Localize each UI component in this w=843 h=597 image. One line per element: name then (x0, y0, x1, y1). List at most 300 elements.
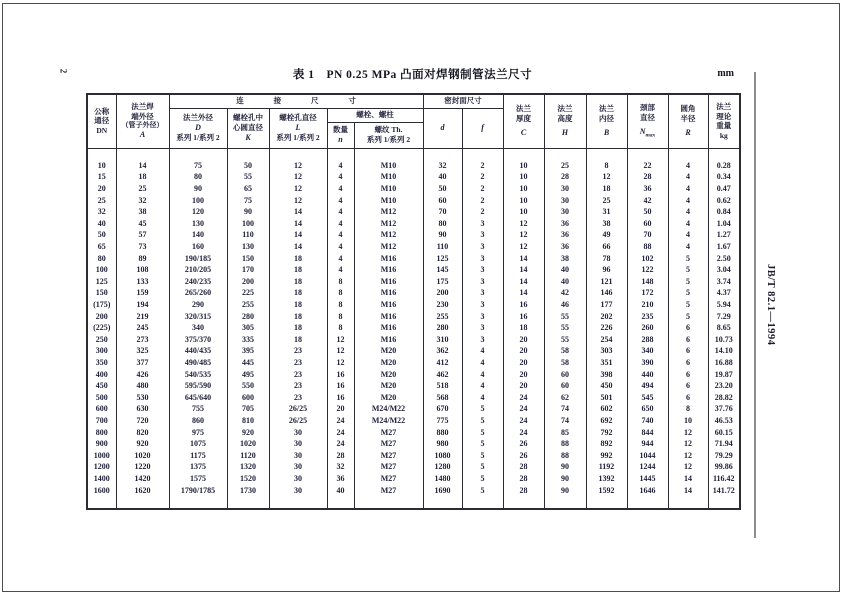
table-cell: M27 (354, 438, 423, 450)
table-cell: 4 (327, 195, 354, 207)
table-cell: 1620 (116, 485, 169, 497)
table-cell (227, 148, 269, 160)
table-cell: 24 (327, 415, 354, 427)
table-cell: 1000 (87, 450, 116, 462)
table-cell: 775 (423, 415, 462, 427)
table-cell: 14 (269, 230, 327, 242)
table-cell: M20 (354, 392, 423, 404)
table-cell: M24/M22 (354, 404, 423, 416)
table-cell: 4 (327, 264, 354, 276)
table-cell: 4 (327, 183, 354, 195)
table-cell: 60.15 (708, 427, 740, 439)
table-cell (87, 496, 116, 509)
table-cell: 14.10 (708, 346, 740, 358)
table-cell: 14 (503, 288, 544, 300)
table-cell: 99.86 (708, 462, 740, 474)
table-cell: 10 (503, 160, 544, 172)
table-cell: 450 (87, 380, 116, 392)
page-number: 2 (58, 68, 69, 74)
table-cell: 480 (116, 380, 169, 392)
table-cell: 30 (269, 462, 327, 474)
table-cell: M20 (354, 357, 423, 369)
table-cell: 46.53 (708, 415, 740, 427)
group-header-connection-dims: 连 接 尺 寸 (169, 94, 423, 108)
table-cell: 1730 (227, 485, 269, 497)
table-cell: 4 (462, 369, 503, 381)
table-cell: 90 (227, 206, 269, 218)
table-cell: 3 (462, 253, 503, 265)
table-cell: M27 (354, 450, 423, 462)
spacer-row (87, 148, 740, 160)
table-cell: 254 (586, 334, 627, 346)
table-cell: 159 (116, 288, 169, 300)
table-cell: 42 (627, 195, 668, 207)
table-cell: 288 (627, 334, 668, 346)
table-cell: 860 (169, 415, 227, 427)
table-cell: 4 (668, 230, 708, 242)
col-header-f: f (462, 108, 503, 148)
table-cell: 16 (503, 299, 544, 311)
table-cell: 23 (269, 369, 327, 381)
table-cell: 23 (269, 380, 327, 392)
table-cell (627, 148, 668, 160)
table-cell: 6 (668, 357, 708, 369)
table-cell: 8 (327, 276, 354, 288)
table-cell: 55 (544, 322, 586, 334)
table-cell: 172 (627, 288, 668, 300)
table-cell: 568 (423, 392, 462, 404)
table-cell: 5 (668, 264, 708, 276)
table-cell: 6 (668, 392, 708, 404)
table-cell: 16 (503, 311, 544, 323)
table-cell (462, 148, 503, 160)
header-row-groups (87, 94, 740, 108)
table-cell: 4 (668, 183, 708, 195)
table-cell (708, 496, 740, 509)
table-cell: 4 (668, 195, 708, 207)
table-cell: 90 (544, 473, 586, 485)
table-cell: M16 (354, 253, 423, 265)
table-cell: 80 (87, 253, 116, 265)
table-cell: 18 (269, 288, 327, 300)
table-cell: M10 (354, 172, 423, 184)
table-cell: 495 (227, 369, 269, 381)
table-cell: 145 (423, 264, 462, 276)
table-cell: 1480 (423, 473, 462, 485)
table-row (87, 485, 740, 497)
table-cell: 22 (627, 160, 668, 172)
table-cell: 1244 (627, 462, 668, 474)
table-cell: 4 (462, 357, 503, 369)
table-cell: 40 (87, 218, 116, 230)
table-row (87, 450, 740, 462)
table-cell: 440/435 (169, 346, 227, 358)
table-cell: 602 (586, 404, 627, 416)
table-cell: M16 (354, 276, 423, 288)
table-cell: 28.82 (708, 392, 740, 404)
table-cell: 340 (169, 322, 227, 334)
table-cell: M16 (354, 311, 423, 323)
table-cell: 351 (586, 357, 627, 369)
table-cell: 494 (627, 380, 668, 392)
table-cell: 14 (116, 160, 169, 172)
table-cell: 24 (503, 404, 544, 416)
table-cell: 150 (227, 253, 269, 265)
col-header-bolt-hole-diameter: 螺栓孔直径 L 系列 1/系列 2 (269, 108, 327, 148)
table-row (87, 392, 740, 404)
table-cell: 10.73 (708, 334, 740, 346)
table-row (87, 264, 740, 276)
table-cell: 36 (327, 473, 354, 485)
table-cell: 280 (227, 311, 269, 323)
table-cell: M27 (354, 485, 423, 497)
table-cell: 920 (116, 438, 169, 450)
table-cell (586, 496, 627, 509)
table-cell (227, 496, 269, 509)
table-cell: 200 (87, 311, 116, 323)
table-cell: 540/535 (169, 369, 227, 381)
table-cell: 3 (462, 264, 503, 276)
col-header-fillet-radius: 圆角 半径 R (668, 94, 708, 148)
table-cell: 18 (269, 311, 327, 323)
table-cell: 4 (668, 218, 708, 230)
table-cell: 10 (503, 172, 544, 184)
table-row (87, 276, 740, 288)
table-cell: 32 (327, 462, 354, 474)
table-cell: 116.42 (708, 473, 740, 485)
table-cell: 975 (169, 427, 227, 439)
table-cell: 24 (503, 427, 544, 439)
table-cell: 2 (462, 172, 503, 184)
table-cell: 30 (544, 206, 586, 218)
table-cell: 20 (503, 380, 544, 392)
table-cell: 4.37 (708, 288, 740, 300)
col-header-flange-od: 法兰外径 D 系列 1/系列 2 (169, 108, 227, 148)
table-row (87, 322, 740, 334)
table-cell: 74 (544, 404, 586, 416)
table-cell: 225 (227, 288, 269, 300)
table-cell: 28 (503, 473, 544, 485)
table-cell: 1646 (627, 485, 668, 497)
table-cell: 16 (327, 392, 354, 404)
table-cell: 670 (423, 404, 462, 416)
table-cell: 4 (668, 241, 708, 253)
table-cell: 24 (503, 392, 544, 404)
margin-rule (754, 72, 756, 538)
table-cell: 7.29 (708, 311, 740, 323)
table-cell: 1.27 (708, 230, 740, 242)
table-cell: 8 (327, 288, 354, 300)
table-cell: M10 (354, 183, 423, 195)
table-cell: 250 (87, 334, 116, 346)
table-cell: 1790/1785 (169, 485, 227, 497)
table-cell: 303 (586, 346, 627, 358)
table-cell: M27 (354, 462, 423, 474)
table-cell: M20 (354, 369, 423, 381)
table-row (87, 230, 740, 242)
table-cell: 14 (503, 253, 544, 265)
table-cell: 20 (503, 369, 544, 381)
table-cell: 88 (627, 241, 668, 253)
table-cell: 310 (423, 334, 462, 346)
table-cell: 88 (544, 450, 586, 462)
table-row (87, 311, 740, 323)
table-cell: 1044 (627, 450, 668, 462)
table-cell: 12 (269, 183, 327, 195)
table-cell: 10 (503, 183, 544, 195)
spacer-row (87, 496, 740, 509)
table-cell: 96 (586, 264, 627, 276)
table-cell: 26/25 (269, 404, 327, 416)
flange-dimension-table (86, 93, 741, 510)
table-cell: 400 (87, 369, 116, 381)
table-cell: 3 (462, 241, 503, 253)
table-cell: 55 (544, 334, 586, 346)
table-cell: 980 (423, 438, 462, 450)
table-cell: 49 (586, 230, 627, 242)
col-header-height: 法兰 高度 H (544, 94, 586, 148)
table-cell: (175) (87, 299, 116, 311)
table-cell: 255 (227, 299, 269, 311)
col-header-bore: 法兰 内径 B (586, 94, 627, 148)
col-header-d: d (423, 108, 462, 148)
table-cell: 390 (627, 357, 668, 369)
table-cell: M16 (354, 334, 423, 346)
table-cell: 10 (668, 415, 708, 427)
table-cell: 4 (327, 241, 354, 253)
table-cell: 1592 (586, 485, 627, 497)
table-cell: 1600 (87, 485, 116, 497)
table-cell: 125 (423, 253, 462, 265)
table-cell: 12 (269, 160, 327, 172)
table-cell: 1080 (423, 450, 462, 462)
table-cell: 4 (668, 172, 708, 184)
table-cell: 36 (544, 218, 586, 230)
table-cell: 3 (462, 322, 503, 334)
table-cell: 90 (169, 183, 227, 195)
table-cell: M12 (354, 206, 423, 218)
table-cell: 412 (423, 357, 462, 369)
unit-label: mm (717, 68, 734, 79)
table-cell: 325 (116, 346, 169, 358)
table-cell: 19.87 (708, 369, 740, 381)
table-cell: 100 (87, 264, 116, 276)
table-cell: 320/315 (169, 311, 227, 323)
table-cell: 177 (586, 299, 627, 311)
table-cell: (225) (87, 322, 116, 334)
table-cell: 12 (269, 172, 327, 184)
table-cell: 65 (227, 183, 269, 195)
table-cell: 200 (423, 288, 462, 300)
table-cell: 5 (668, 253, 708, 265)
table-cell: 3.74 (708, 276, 740, 288)
table-cell: 944 (627, 438, 668, 450)
table-cell: 23.20 (708, 380, 740, 392)
table-cell: 0.62 (708, 195, 740, 207)
table-cell: 74 (544, 415, 586, 427)
table-cell: 530 (116, 392, 169, 404)
table-cell: 88 (544, 438, 586, 450)
table-cell: 630 (116, 404, 169, 416)
group-header-seal-face: 密封面尺寸 (423, 94, 503, 108)
table-cell: 900 (87, 438, 116, 450)
table-cell: 108 (116, 264, 169, 276)
table-cell: 24 (327, 427, 354, 439)
table-cell: 28 (503, 485, 544, 497)
table-cell: M16 (354, 288, 423, 300)
table-cell: 20 (503, 334, 544, 346)
table-cell (327, 496, 354, 509)
table-cell: 32 (87, 206, 116, 218)
table-cell: 42 (544, 288, 586, 300)
table-cell: M16 (354, 322, 423, 334)
table-cell: M12 (354, 218, 423, 230)
table-cell: 12 (327, 357, 354, 369)
table-cell: 32 (423, 160, 462, 172)
standard-number-label: JB/T 82.1—1994 (765, 264, 776, 346)
table-row (87, 404, 740, 416)
table-cell: 8 (327, 322, 354, 334)
table-cell: 24 (503, 415, 544, 427)
table-cell: 450 (586, 380, 627, 392)
table-cell: 8 (586, 160, 627, 172)
table-cell: 30 (269, 485, 327, 497)
table-cell: 2 (462, 195, 503, 207)
table-cell: 16 (327, 369, 354, 381)
table-cell (354, 496, 423, 509)
table-cell: 14 (503, 264, 544, 276)
table-cell: 3.04 (708, 264, 740, 276)
table-cell (269, 148, 327, 160)
table-cell: 202 (586, 311, 627, 323)
table-cell: 16 (327, 380, 354, 392)
table-cell: 60 (627, 218, 668, 230)
table-cell (668, 148, 708, 160)
table-cell: 1020 (116, 450, 169, 462)
table-cell: 18 (269, 276, 327, 288)
table-cell: 58 (544, 357, 586, 369)
table-cell: 26/25 (269, 415, 327, 427)
table-row (87, 206, 740, 218)
table-cell: 255 (423, 311, 462, 323)
table-cell: 50 (227, 160, 269, 172)
table-cell: M20 (354, 380, 423, 392)
table-cell: 80 (423, 218, 462, 230)
table-cell (423, 496, 462, 509)
table-row (87, 369, 740, 381)
table-cell (169, 496, 227, 509)
table-cell: 18 (269, 299, 327, 311)
table-cell (354, 148, 423, 160)
table-cell: 230 (423, 299, 462, 311)
table-cell: 426 (116, 369, 169, 381)
table-row (87, 380, 740, 392)
table-cell: 4 (462, 392, 503, 404)
table-cell: 57 (116, 230, 169, 242)
table-row (87, 241, 740, 253)
table-cell: 65 (87, 241, 116, 253)
table-cell (462, 496, 503, 509)
table-cell: 60 (544, 380, 586, 392)
table-cell (269, 496, 327, 509)
table-cell: 2 (462, 206, 503, 218)
table-cell: 792 (586, 427, 627, 439)
table-row (87, 415, 740, 427)
col-header-theoretical-weight: 法兰 理论 重量 kg (708, 94, 740, 148)
table-cell: 16.88 (708, 357, 740, 369)
table-cell: 66 (586, 241, 627, 253)
table-cell: 12 (668, 462, 708, 474)
table-cell: 4 (327, 230, 354, 242)
table-cell: 226 (586, 322, 627, 334)
table-cell: 280 (423, 322, 462, 334)
col-header-thread: 螺纹 Th. 系列 1/系列 2 (354, 122, 423, 148)
table-cell: 90 (544, 485, 586, 497)
table-cell: 40 (544, 264, 586, 276)
table-cell: 200 (227, 276, 269, 288)
table-cell: 23 (269, 357, 327, 369)
table-cell: 26 (503, 438, 544, 450)
table-cell: 79.29 (708, 450, 740, 462)
table-cell: 4 (668, 206, 708, 218)
table-cell: 1120 (227, 450, 269, 462)
table-cell: 445 (227, 357, 269, 369)
table-row (87, 160, 740, 172)
table-cell: 170 (227, 264, 269, 276)
col-header-thickness: 法兰 厚度 C (503, 94, 544, 148)
table-cell: 55 (544, 311, 586, 323)
table-cell: 3 (462, 230, 503, 242)
table-cell (327, 148, 354, 160)
table-cell: 740 (627, 415, 668, 427)
table-cell: 46 (544, 299, 586, 311)
table-cell: 462 (423, 369, 462, 381)
table-cell: 102 (627, 253, 668, 265)
table-cell: 8 (668, 404, 708, 416)
table-cell: 20 (87, 183, 116, 195)
table-cell: 8 (327, 299, 354, 311)
table-cell: 38 (544, 253, 586, 265)
table-cell: M16 (354, 264, 423, 276)
table-cell: 1192 (586, 462, 627, 474)
table-cell: 18 (586, 183, 627, 195)
table-row (87, 172, 740, 184)
table-cell: 645/640 (169, 392, 227, 404)
table-cell: 55 (227, 172, 269, 184)
table-cell: 78 (586, 253, 627, 265)
table-row (87, 218, 740, 230)
table-cell: 2 (462, 183, 503, 195)
table-cell: 992 (586, 450, 627, 462)
table-cell: 1445 (627, 473, 668, 485)
table-cell (668, 496, 708, 509)
table-cell: 36 (627, 183, 668, 195)
table-cell: 265/260 (169, 288, 227, 300)
table-cell: 3 (462, 311, 503, 323)
table-cell: 273 (116, 334, 169, 346)
table-cell: 90 (544, 462, 586, 474)
table-cell: 100 (227, 218, 269, 230)
table-header (87, 94, 740, 148)
table-row (87, 473, 740, 485)
table-cell: 8.65 (708, 322, 740, 334)
table-cell: 1175 (169, 450, 227, 462)
table-cell: 12 (327, 346, 354, 358)
table-cell: 190/185 (169, 253, 227, 265)
table-cell (169, 148, 227, 160)
table-cell: 40 (423, 172, 462, 184)
table-cell: 440 (627, 369, 668, 381)
